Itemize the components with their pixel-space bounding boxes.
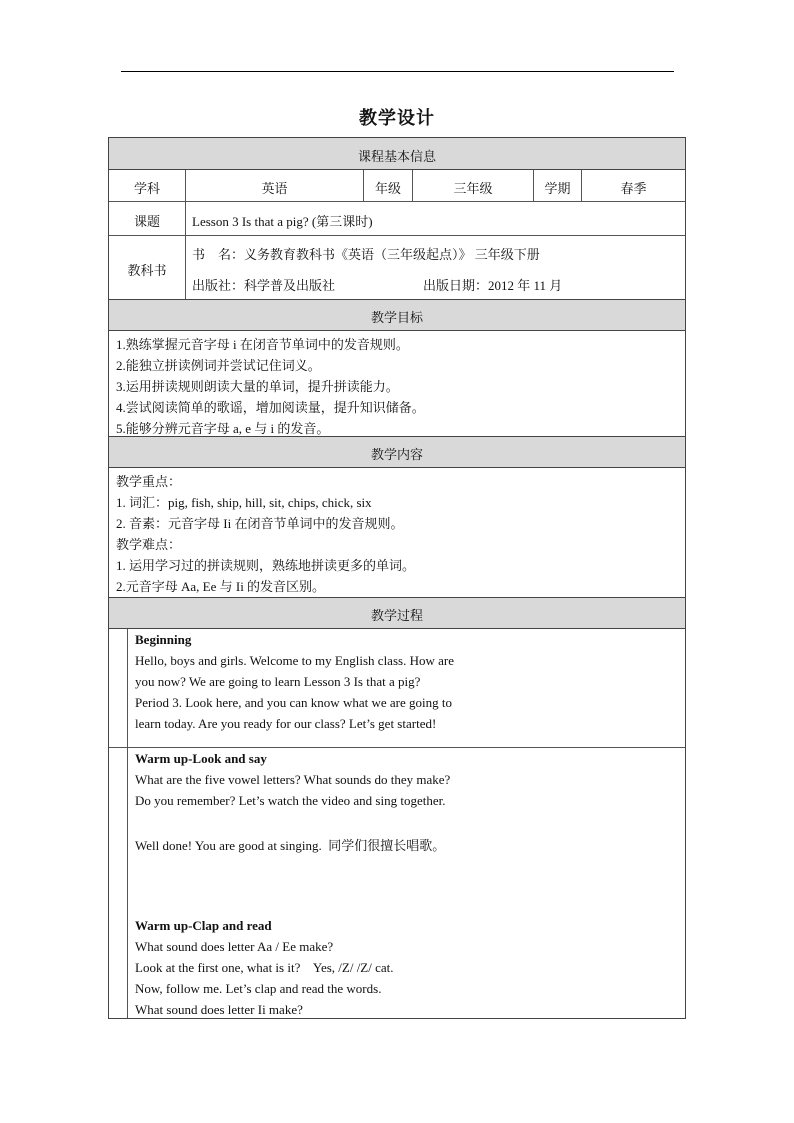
warmup-look-say-title: Warm up-Look and say xyxy=(135,751,267,766)
warmup-clap-read-line: Now, follow me. Let’s clap and read the words. xyxy=(135,981,382,996)
objectives-header: 教学目标 xyxy=(370,310,423,325)
publish-date-line: 出版日期：2012 年 11 月 xyxy=(423,278,563,293)
grade-value: 三年级 xyxy=(453,181,493,196)
warmup-look-say-line: What are the five vowel letters? What sounds do they make? xyxy=(135,772,451,787)
textbook-label: 教科书 xyxy=(127,263,167,278)
subject-label: 学科 xyxy=(133,181,160,196)
objective-item: 4.尝试阅读简单的歌谣，增加阅读量，提升知识储备。 xyxy=(116,400,425,415)
topic-label: 课题 xyxy=(133,214,160,229)
beginning-line: you now? We are going to learn Lesson 3 Is that a pig? xyxy=(135,674,421,689)
objective-item: 5.能够分辨元音字母 a, e 与 i 的发音。 xyxy=(116,421,330,436)
warmup-clap-read-line: What sound does letter Aa / Ee make? xyxy=(135,939,334,954)
publisher-line: 出版社：科学普及出版社 xyxy=(192,278,336,293)
beginning-line: Hello, boys and girls. Welcome to my English class. How are xyxy=(135,653,454,668)
course-info-header: 课程基本信息 xyxy=(357,149,436,164)
objective-item: 1.熟练掌握元音字母 i 在闭音节单词中的发音规则。 xyxy=(116,337,409,352)
content-line: 1. 运用学习过的拼读规则，熟练地拼读更多的单词。 xyxy=(116,558,416,573)
term-value: 春季 xyxy=(620,181,647,196)
content-line: 1. 词汇：pig, fish, ship, hill, sit, chips, chick, six xyxy=(116,495,372,510)
subject-value: 英语 xyxy=(261,181,288,196)
beginning-line: learn today. Are you ready for our class? Let’s get started! xyxy=(135,716,437,731)
process-row-divider xyxy=(109,747,685,748)
content-line: 2.元音字母 Aa, Ee 与 Ii 的发音区别。 xyxy=(116,579,326,594)
beginning-title: Beginning xyxy=(135,632,192,647)
warmup-clap-read-line: What sound does letter Ii make? xyxy=(135,1002,303,1017)
header-rule xyxy=(121,71,674,72)
warmup-clap-read-line: Look at the first one, what is it? Yes, /Z/ /Z/ cat. xyxy=(135,960,394,975)
grade-label: 年级 xyxy=(374,181,401,196)
content-line: 教学难点： xyxy=(116,537,182,552)
warmup-look-say-praise: Well done! You are good at singing. 同学们很擅长唱歌。 xyxy=(135,838,446,853)
row-divider xyxy=(109,201,685,202)
topic-value: Lesson 3 Is that a pig? (第三课时) xyxy=(192,214,373,229)
page-title: 教学设计 xyxy=(359,108,435,128)
objective-item: 2.能独立拼读例词并尝试记住词义。 xyxy=(116,358,321,373)
book-name-line: 书 名：义务教育教科书《英语（三年级起点）》 三年级下册 xyxy=(192,247,540,262)
content-line: 2. 音素：元音字母 Ii 在闭音节单词中的发音规则。 xyxy=(116,516,404,531)
warmup-clap-read-title: Warm up-Clap and read xyxy=(135,918,272,933)
process-header: 教学过程 xyxy=(370,608,423,623)
content-header: 教学内容 xyxy=(370,447,423,462)
process-col-divider xyxy=(127,629,128,1018)
content-line: 教学重点： xyxy=(116,474,182,489)
objective-item: 3.运用拼读规则朗读大量的单词，提升拼读能力。 xyxy=(116,379,399,394)
term-label: 学期 xyxy=(544,181,571,196)
row-divider xyxy=(109,235,685,236)
beginning-line: Period 3. Look here, and you can know what we are going to xyxy=(135,695,452,710)
warmup-look-say-line: Do you remember? Let’s watch the video and sing together. xyxy=(135,793,446,808)
